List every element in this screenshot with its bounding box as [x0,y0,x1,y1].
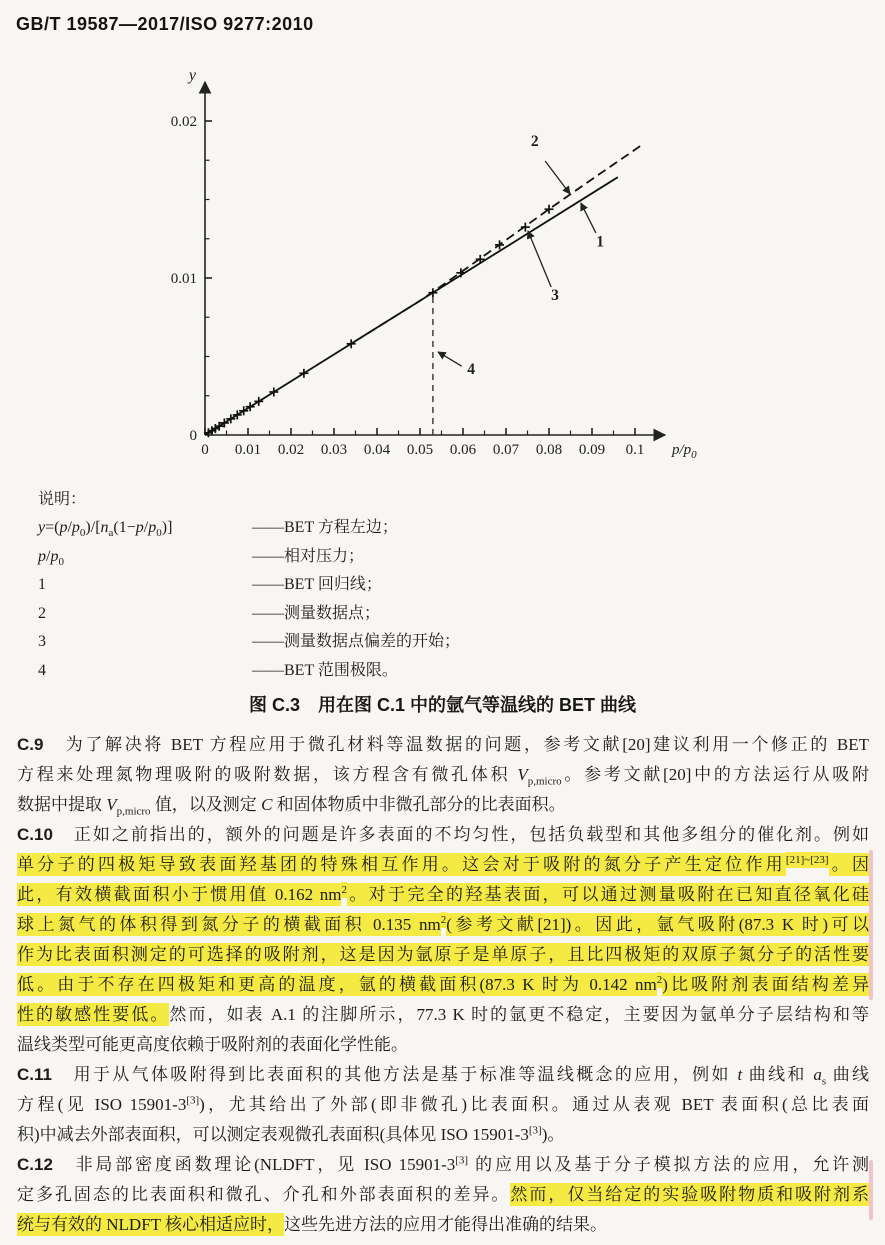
annotation-2 [531,133,570,194]
bet-plot-svg [145,62,725,490]
svg-text:0.06: 0.06 [449,442,477,458]
x-axis-ticks [201,428,644,458]
legend-row [38,514,838,543]
text-line: C.12 非局部密度函数理论(NLDFT，见 ISO 15901-3[3] 的应用以及基于分子模拟方法的应用，允许测 [17,1154,869,1174]
axes [205,82,665,435]
legend-description: ——BET 回归线； [252,576,382,593]
legend-row [38,657,838,686]
clause-C.9 [17,730,869,820]
text-line: 低。由于不存在四极矩和更高的温度，氩的横截面积(87.3 K 时为 0.142 $nm^2$)比吸附剂表面结构差异 [17,974,869,994]
legend-description: ——BET 方程左边； [252,519,398,536]
legend-term: 4 [38,661,46,679]
text-line: 积)中减去外部表面积，可以测定表观微孔表面积(具体见 ISO 15901-3[3])。 [17,1124,565,1144]
svg-text:0.08: 0.08 [535,442,563,458]
y-axis-ticks [171,114,212,444]
y-axis-label: y [188,67,196,84]
svg-text:0.1: 0.1 [625,442,645,458]
text-line: 此，有效横截面积小于惯用值 0.162 $nm^2$。对于完全的羟基表面，可以通过测量吸附在已知直径氧化硅 [17,884,869,904]
legend-description: ——BET 范围极限。 [252,661,398,679]
figure-caption: 图 C.3 用在图 C.1 中的氩气等温线的 BET 曲线 [248,695,637,715]
text-line: C.9 为了解决将 BET 方程应用于微孔材料等温数据的问题，参考文献[20]建议利用一个修正的 BET [17,735,869,754]
legend-description: ——测量数据点； [252,604,381,622]
text-line: 性的敏感性要低。然而，如表 A.1 的注脚所示，77.3 K 时的氩更不稳定，主要因为氩单分子层结构和等 [17,1005,870,1024]
legend-term: 2 [38,604,46,622]
text-line: 定多孔固态的比表面积和微孔、介孔和外部表面积的差异。然而，仅当给定的实验吸附物质和吸附剂系 [17,1185,870,1204]
legend-term: 3 [38,633,46,650]
svg-text:0.04: 0.04 [363,442,391,458]
legend-row [38,543,838,572]
clause-C.10 [17,820,869,1060]
svg-text:1: 1 [596,233,605,251]
annotation-1 [581,203,604,251]
annotation-4 [438,352,475,378]
clause-C.11 [17,1060,869,1150]
clause-C.12 [17,1150,869,1240]
legend-title: 说明： [38,491,87,508]
text-line: 方程来处理氮物理吸附的吸附数据，该方程含有微孔体积 $V_{p,micro}$。参考文献[20]中的方法运行从吸附 [17,765,869,788]
svg-text:0: 0 [201,442,209,458]
bet-regression-line [205,177,618,435]
svg-text:2: 2 [530,133,539,151]
svg-text:0.02: 0.02 [277,442,305,458]
svg-text:4: 4 [467,360,476,378]
text-line: 方程(见 ISO 15901-3[3])，尤其给出了外部(即非微孔)比表面积。通过从表观 BET 表面积(总比表面 [17,1094,869,1114]
text-line: 温线类型可能更高度依赖于吸附剂的表面化学性能。 [17,1035,408,1054]
legend-row [38,571,838,600]
highlighter-bleed-artifact [869,1160,873,1220]
text-line: C.11 用于从气体吸附得到比表面积的其他方法是基于标准等温线概念的应用，例如 t 曲线和 $a_s$ 曲线 [17,1065,870,1088]
bet-plot [145,62,725,490]
paragraphs [17,730,869,1240]
legend-description: ——相对压力； [252,547,365,565]
legend-row [38,600,838,629]
svg-text:0.05: 0.05 [406,442,434,458]
text-line: 统与有效的 NLDFT 核心相适应时，这些先进方法的应用才能得出准确的结果。 [17,1215,607,1234]
x-axis-label: $p/p_0$ [672,442,697,461]
text-line: 数据中提取 $V_{p,micro}$ 值，以及测定 C 和固体物质中非微孔部分的比表面积。 [17,795,566,818]
svg-text:0.07: 0.07 [492,442,520,458]
text-line: 球上氮气的体积得到氮分子的横截面积 0.135 $nm^2$(参考文献[21])。因此，氩气吸附(87.3 K 时)可以 [17,914,869,934]
text-line: 单分子的四极矩导致表面羟基团的特殊相互作用。这会对于吸附的氮分子产生定位作用[21]~[23]。因 [17,854,870,874]
svg-text:0.01: 0.01 [170,271,197,287]
text-line: 作为比表面积测定的可选择的吸附剂，这是因为氩原子是单原子，且比四极矩的双原子氮分子的活性要 [17,945,869,964]
legend-row [38,628,838,657]
legend-term: $y=(p/p_0)/[n_a(1-p/p_0)]$ [38,519,173,540]
standard-number-header: GB/T 19587—2017/ISO 9277:2010 [16,14,314,34]
text-line: C.10 正如之前指出的，额外的问题是许多表面的不均匀性，包括负载型和其他多组分的催化剂。例如 [17,825,869,844]
figure-legend-rows [38,514,838,685]
svg-text:0.01: 0.01 [234,442,262,458]
legend-description: ——测量数据点偏差的开始； [252,633,461,650]
svg-text:0.02: 0.02 [170,114,197,130]
svg-text:0.09: 0.09 [578,442,606,458]
legend-term: 1 [38,576,46,593]
svg-text:0.03: 0.03 [320,442,348,458]
svg-text:3: 3 [551,286,559,304]
legend-term: $p/p_0$ [38,547,64,568]
svg-text:0: 0 [189,428,197,444]
highlighter-bleed-artifact [869,850,873,1000]
annotation-3 [528,231,559,304]
figure-legend [38,486,838,685]
